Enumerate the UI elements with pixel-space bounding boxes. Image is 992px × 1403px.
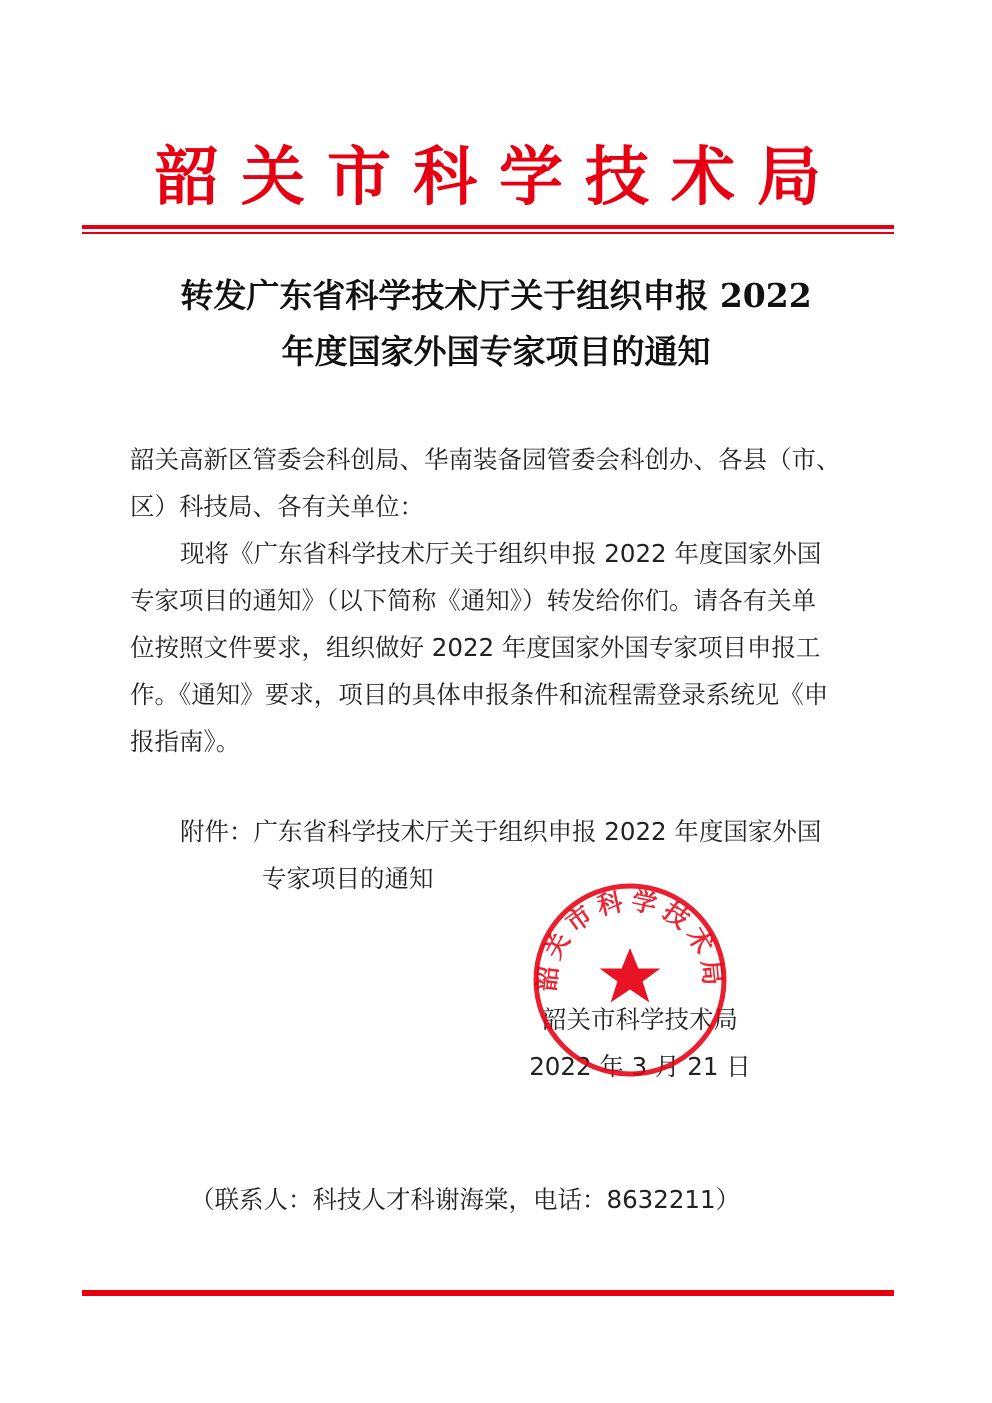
body-line-3: 位按照文件要求，组织做好 2022 年度国家外国专家项目申报工 (130, 633, 821, 662)
masthead-title: 韶关市科学技术局 (155, 140, 843, 215)
title-line-1: 转发广东省科学技术厅关于组织申报 2022 (180, 276, 812, 315)
seal-text: 韶关市科学技术局 (531, 885, 729, 993)
signature-block (520, 996, 760, 1090)
body-line-2: 专家项目的通知》（以下简称《通知》）转发给你们。请各有关单 (130, 586, 816, 615)
recipient-line-1: 韶关高新区管委会科创局、华南装备园管委会科创办、各县（市、 (130, 445, 841, 474)
document-title (110, 268, 882, 380)
signature-org: 韶关市科学技术局 (542, 1005, 738, 1034)
signature-date: 2022 年 3 月 21 日 (529, 1052, 751, 1081)
contact-info: （联系人：科技人才科谢海棠，电话：8632211） (190, 1185, 741, 1214)
attachment-line-2: 专家项目的通知 (262, 864, 434, 893)
body-paragraph (130, 530, 864, 765)
footer-rule (82, 1290, 894, 1296)
title-line-2: 年度国家外国专家项目的通知 (281, 332, 711, 371)
body-line-1: 现将《广东省科学技术厅关于组织申报 2022 年度国家外国 (180, 539, 822, 568)
star-icon (600, 948, 661, 1003)
body-line-5: 报指南》。 (130, 727, 241, 756)
recipient-block (130, 436, 864, 530)
attachment-block (180, 808, 870, 902)
recipient-line-2: 区）科技局、各有关单位： (130, 492, 424, 521)
masthead-rule-thin (82, 232, 894, 234)
body-line-4: 作。《通知》要求，项目的具体申报条件和流程需登录系统见《申 (130, 680, 829, 709)
attachment-line-1: 附件：广东省科学技术厅关于组织申报 2022 年度国家外国 (180, 817, 822, 846)
masthead-rule-thick (82, 225, 894, 229)
